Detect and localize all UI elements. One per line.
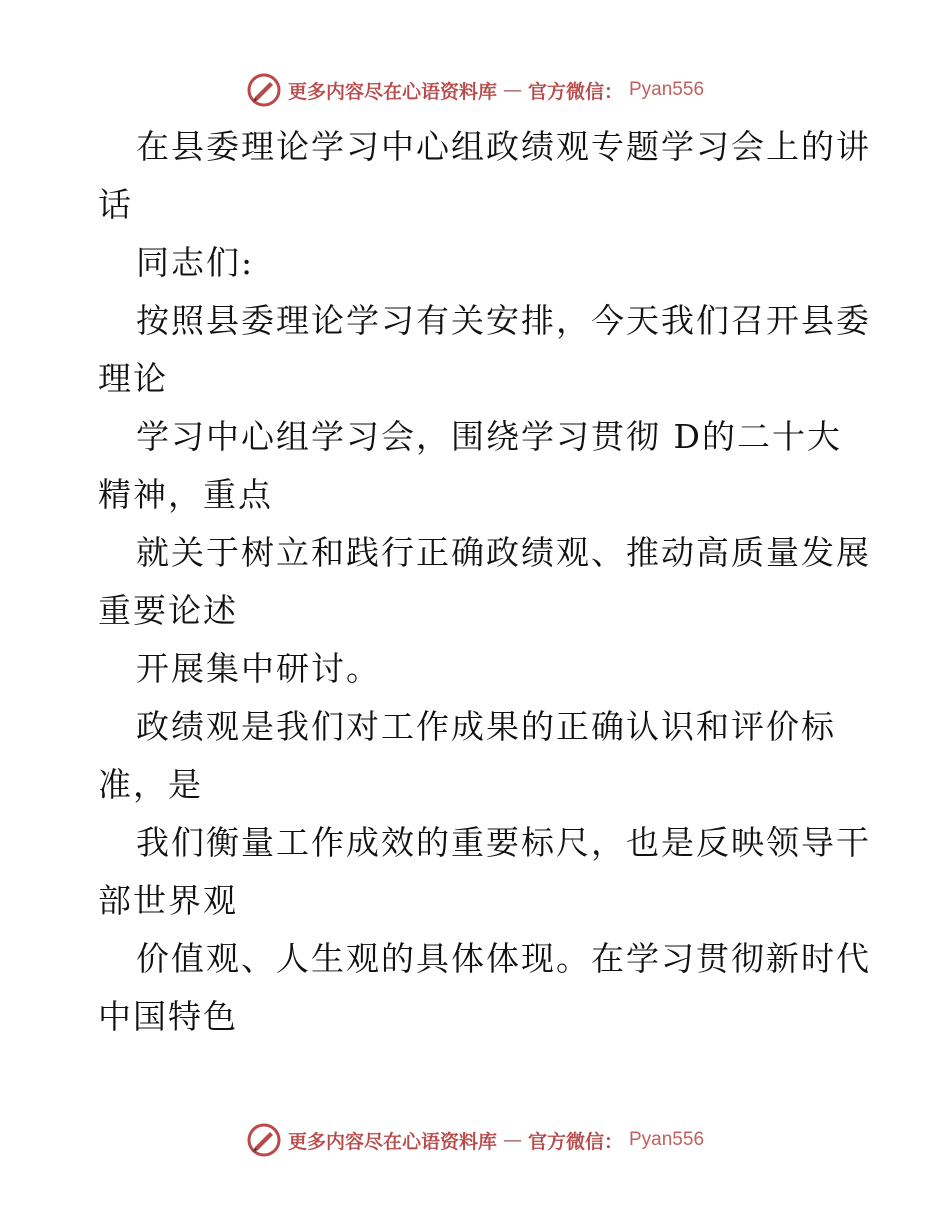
paragraph-line: 中国特色 [98,997,238,1036]
title-line-2: 话 [98,185,133,224]
document-body [98,118,871,1046]
paragraph-line: 开展集中研讨。 [136,649,381,688]
paragraph-line: 准，是 [98,765,203,804]
watermark-separator: — [502,1129,522,1151]
paragraph-line: 理论 [98,359,168,398]
watermark-contact-id: Pyan556 [629,79,705,100]
paragraph-line: 精神，重点 [98,475,273,514]
watermark-separator: — [502,79,522,101]
paragraph-line: 我们衡量工作成效的重要标尺，也是反映领导干 [136,823,871,862]
salutation: 同志们: [136,243,255,282]
watermark-promo: 更多内容尽在心语资料库 [287,80,497,103]
title-line-1: 在县委理论学习中心组政绩观专题学习会上的讲 [136,127,871,166]
paragraph-line: 按照县委理论学习有关安排，今天我们召开县委 [136,301,871,340]
pen-logo-icon [246,1122,282,1158]
paragraph-line: 部世界观 [98,881,238,920]
header-watermark [0,70,950,110]
paragraph-line: 价值观、人生观的具体体现。在学习贯彻新时代 [136,939,871,978]
paragraph-line: 重要论述 [98,591,238,630]
watermark-contact-label: 官方微信： [527,1130,623,1153]
watermark-contact-id: Pyan556 [629,1129,705,1150]
pen-logo-icon [246,72,282,108]
paragraph-line: 学习中心组学习会，围绕学习贯彻 D的二十大 [136,417,842,456]
paragraph-line: 就关于树立和践行正确政绩观、推动高质量发展 [136,533,871,572]
watermark-contact-label: 官方微信： [527,80,623,103]
paragraph-line: 政绩观是我们对工作成果的正确认识和评价标 [136,707,836,746]
watermark-promo: 更多内容尽在心语资料库 [287,1130,497,1153]
footer-watermark [0,1120,950,1160]
